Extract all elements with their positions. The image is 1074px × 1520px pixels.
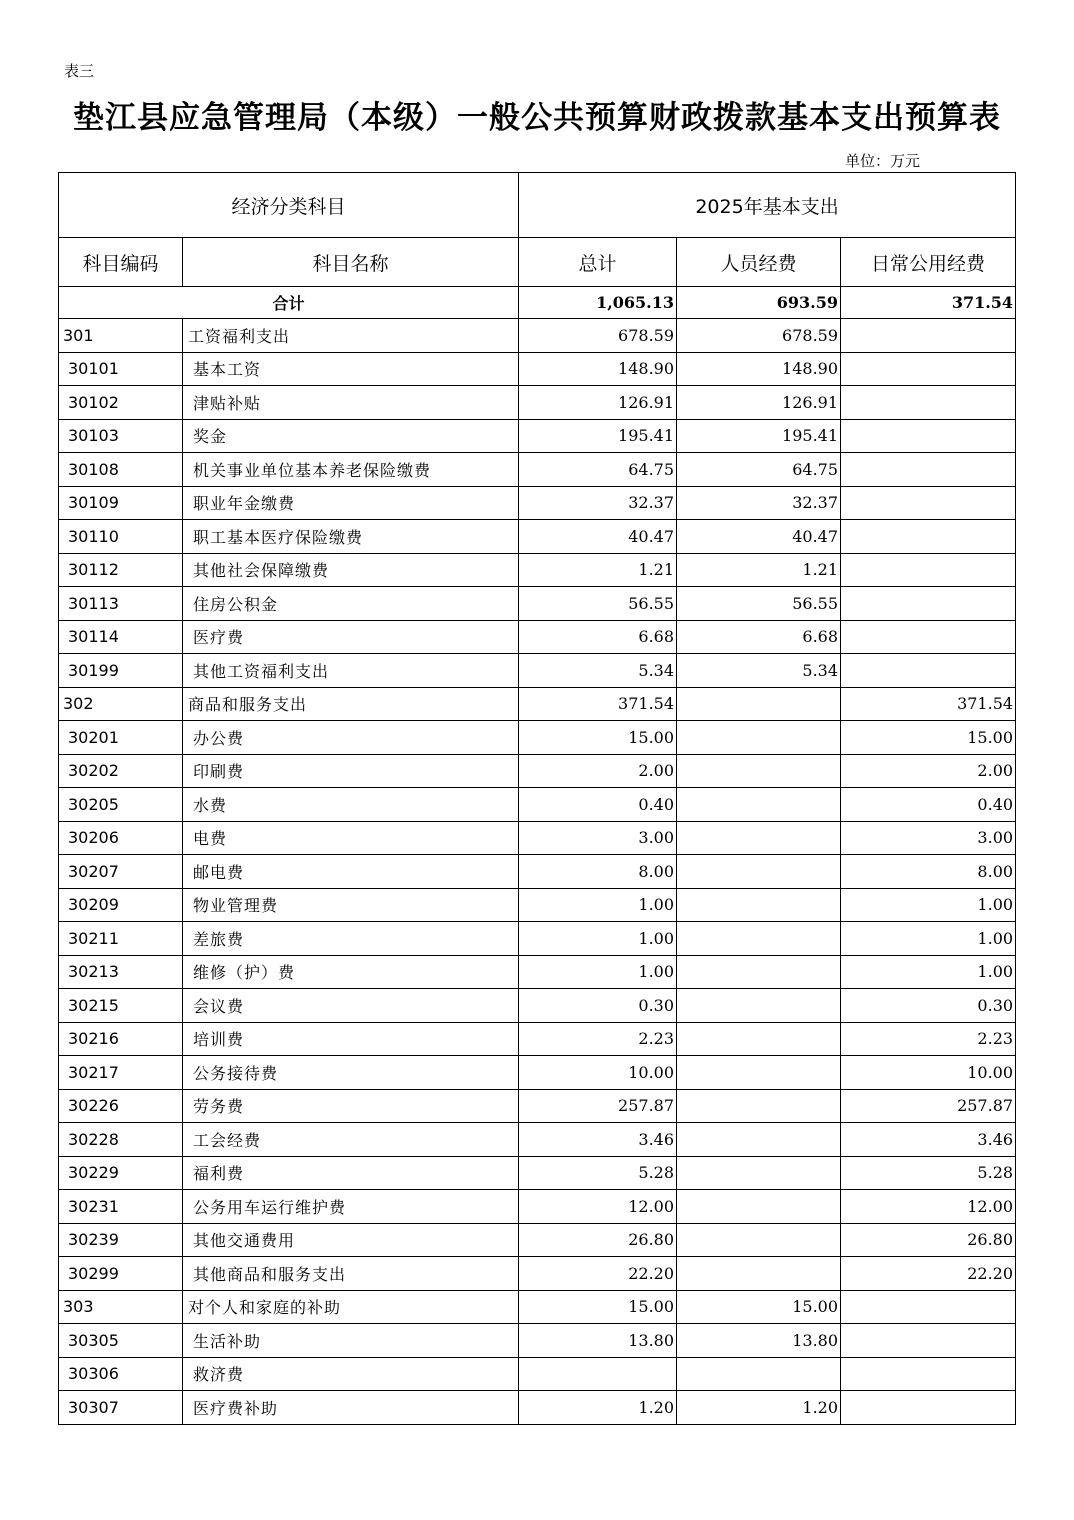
row-code: 30113 xyxy=(59,587,183,621)
row-total: 13.80 xyxy=(519,1324,677,1358)
row-public: 0.30 xyxy=(841,989,1016,1023)
row-total: 678.59 xyxy=(519,319,677,353)
row-public: 371.54 xyxy=(841,687,1016,721)
row-total: 2.00 xyxy=(519,754,677,788)
table-row xyxy=(59,721,1016,755)
row-name: 其他交通费用 xyxy=(183,1223,519,1257)
row-personnel xyxy=(677,1357,841,1391)
table-label: 表三 xyxy=(64,62,95,80)
row-name: 其他社会保障缴费 xyxy=(183,553,519,587)
total-row xyxy=(59,287,1016,319)
table-row xyxy=(59,687,1016,721)
header-basic-expenditure: 2025年基本支出 xyxy=(519,173,1016,238)
row-public: 15.00 xyxy=(841,721,1016,755)
table-row xyxy=(59,1357,1016,1391)
row-name: 对个人和家庭的补助 xyxy=(183,1290,519,1324)
row-personnel xyxy=(677,687,841,721)
row-total: 3.00 xyxy=(519,821,677,855)
row-name: 差旅费 xyxy=(183,922,519,956)
row-total: 1.21 xyxy=(519,553,677,587)
row-code: 30306 xyxy=(59,1357,183,1391)
row-code: 30199 xyxy=(59,654,183,688)
row-name: 劳务费 xyxy=(183,1089,519,1123)
table-row xyxy=(59,888,1016,922)
table-row xyxy=(59,1223,1016,1257)
row-personnel: 32.37 xyxy=(677,486,841,520)
row-name: 工会经费 xyxy=(183,1123,519,1157)
row-name: 印刷费 xyxy=(183,754,519,788)
row-name: 医疗费补助 xyxy=(183,1391,519,1425)
row-total: 22.20 xyxy=(519,1257,677,1291)
row-personnel: 15.00 xyxy=(677,1290,841,1324)
row-public: 3.46 xyxy=(841,1123,1016,1157)
total-personnel: 693.59 xyxy=(677,287,841,319)
table-row xyxy=(59,553,1016,587)
row-code: 30307 xyxy=(59,1391,183,1425)
row-public: 26.80 xyxy=(841,1223,1016,1257)
header-row-group xyxy=(59,173,1016,238)
row-code: 30114 xyxy=(59,620,183,654)
row-personnel: 1.21 xyxy=(677,553,841,587)
row-public: 1.00 xyxy=(841,955,1016,989)
row-name: 津贴补贴 xyxy=(183,386,519,420)
row-total: 8.00 xyxy=(519,855,677,889)
row-public: 2.23 xyxy=(841,1022,1016,1056)
table-row xyxy=(59,955,1016,989)
row-total: 1.00 xyxy=(519,922,677,956)
table-row xyxy=(59,1190,1016,1224)
row-personnel xyxy=(677,1257,841,1291)
row-code: 30299 xyxy=(59,1257,183,1291)
table-row xyxy=(59,989,1016,1023)
row-personnel: 13.80 xyxy=(677,1324,841,1358)
table-row xyxy=(59,1156,1016,1190)
row-public: 10.00 xyxy=(841,1056,1016,1090)
row-code: 30231 xyxy=(59,1190,183,1224)
row-code: 30239 xyxy=(59,1223,183,1257)
row-public xyxy=(841,620,1016,654)
row-name: 生活补助 xyxy=(183,1324,519,1358)
row-name: 职工基本医疗保险缴费 xyxy=(183,520,519,554)
row-name: 救济费 xyxy=(183,1357,519,1391)
row-code: 303 xyxy=(59,1290,183,1324)
row-name: 水费 xyxy=(183,788,519,822)
row-code: 30112 xyxy=(59,553,183,587)
row-total: 56.55 xyxy=(519,587,677,621)
budget-table xyxy=(58,172,1016,1425)
row-personnel xyxy=(677,1190,841,1224)
row-personnel xyxy=(677,754,841,788)
table-row xyxy=(59,1089,1016,1123)
row-total: 10.00 xyxy=(519,1056,677,1090)
row-code: 30229 xyxy=(59,1156,183,1190)
row-personnel: 64.75 xyxy=(677,453,841,487)
table-row xyxy=(59,587,1016,621)
row-name: 会议费 xyxy=(183,989,519,1023)
row-personnel: 56.55 xyxy=(677,587,841,621)
row-public xyxy=(841,654,1016,688)
row-code: 30216 xyxy=(59,1022,183,1056)
row-personnel: 1.20 xyxy=(677,1391,841,1425)
row-public xyxy=(841,319,1016,353)
row-name: 公务接待费 xyxy=(183,1056,519,1090)
row-personnel xyxy=(677,1022,841,1056)
row-name: 职业年金缴费 xyxy=(183,486,519,520)
table-row xyxy=(59,855,1016,889)
row-name: 办公费 xyxy=(183,721,519,755)
row-personnel: 40.47 xyxy=(677,520,841,554)
row-total: 64.75 xyxy=(519,453,677,487)
row-personnel: 678.59 xyxy=(677,319,841,353)
row-name: 医疗费 xyxy=(183,620,519,654)
row-personnel xyxy=(677,721,841,755)
row-personnel xyxy=(677,855,841,889)
table-row xyxy=(59,1056,1016,1090)
row-code: 301 xyxy=(59,319,183,353)
row-name: 机关事业单位基本养老保险缴费 xyxy=(183,453,519,487)
row-total: 0.30 xyxy=(519,989,677,1023)
header-public: 日常公用经费 xyxy=(841,238,1016,287)
table-row xyxy=(59,1257,1016,1291)
row-personnel xyxy=(677,1056,841,1090)
row-personnel xyxy=(677,888,841,922)
row-personnel: 148.90 xyxy=(677,352,841,386)
row-code: 30201 xyxy=(59,721,183,755)
total-total: 1,065.13 xyxy=(519,287,677,319)
table-row xyxy=(59,1290,1016,1324)
row-public: 257.87 xyxy=(841,1089,1016,1123)
row-public: 1.00 xyxy=(841,922,1016,956)
row-total: 12.00 xyxy=(519,1190,677,1224)
row-code: 30101 xyxy=(59,352,183,386)
row-total xyxy=(519,1357,677,1391)
table-row xyxy=(59,319,1016,353)
row-name: 其他商品和服务支出 xyxy=(183,1257,519,1291)
table-row xyxy=(59,821,1016,855)
table-row xyxy=(59,654,1016,688)
row-personnel xyxy=(677,821,841,855)
row-personnel xyxy=(677,1223,841,1257)
row-public: 8.00 xyxy=(841,855,1016,889)
row-total: 3.46 xyxy=(519,1123,677,1157)
row-personnel: 5.34 xyxy=(677,654,841,688)
row-personnel xyxy=(677,955,841,989)
row-personnel xyxy=(677,1123,841,1157)
row-total: 148.90 xyxy=(519,352,677,386)
row-total: 5.28 xyxy=(519,1156,677,1190)
row-code: 30102 xyxy=(59,386,183,420)
row-total: 371.54 xyxy=(519,687,677,721)
row-code: 30207 xyxy=(59,855,183,889)
row-public xyxy=(841,1357,1016,1391)
row-total: 6.68 xyxy=(519,620,677,654)
row-name: 物业管理费 xyxy=(183,888,519,922)
row-public: 1.00 xyxy=(841,888,1016,922)
row-public xyxy=(841,352,1016,386)
row-name: 商品和服务支出 xyxy=(183,687,519,721)
table-row xyxy=(59,386,1016,420)
row-name: 培训费 xyxy=(183,1022,519,1056)
row-code: 30211 xyxy=(59,922,183,956)
row-total: 5.34 xyxy=(519,654,677,688)
row-name: 邮电费 xyxy=(183,855,519,889)
header-code: 科目编码 xyxy=(59,238,183,287)
table-row xyxy=(59,1022,1016,1056)
row-total: 32.37 xyxy=(519,486,677,520)
row-public xyxy=(841,1290,1016,1324)
row-total: 1.00 xyxy=(519,955,677,989)
row-code: 30215 xyxy=(59,989,183,1023)
row-code: 30205 xyxy=(59,788,183,822)
header-total: 总计 xyxy=(519,238,677,287)
row-public xyxy=(841,587,1016,621)
row-total: 1.20 xyxy=(519,1391,677,1425)
table-row xyxy=(59,788,1016,822)
row-personnel: 6.68 xyxy=(677,620,841,654)
page-title: 垫江县应急管理局（本级）一般公共预算财政拨款基本支出预算表 xyxy=(73,100,1001,136)
row-public xyxy=(841,386,1016,420)
row-code: 30202 xyxy=(59,754,183,788)
row-personnel: 195.41 xyxy=(677,419,841,453)
row-personnel: 126.91 xyxy=(677,386,841,420)
row-public xyxy=(841,1391,1016,1425)
table-row xyxy=(59,419,1016,453)
row-public: 12.00 xyxy=(841,1190,1016,1224)
row-name: 奖金 xyxy=(183,419,519,453)
header-personnel: 人员经费 xyxy=(677,238,841,287)
row-personnel xyxy=(677,788,841,822)
row-public xyxy=(841,419,1016,453)
row-code: 30217 xyxy=(59,1056,183,1090)
row-total: 195.41 xyxy=(519,419,677,453)
total-label: 合计 xyxy=(59,287,519,319)
row-code: 30103 xyxy=(59,419,183,453)
row-name: 住房公积金 xyxy=(183,587,519,621)
row-code: 30226 xyxy=(59,1089,183,1123)
row-public xyxy=(841,486,1016,520)
row-code: 30206 xyxy=(59,821,183,855)
row-public xyxy=(841,520,1016,554)
table-row xyxy=(59,754,1016,788)
row-public: 2.00 xyxy=(841,754,1016,788)
row-name: 其他工资福利支出 xyxy=(183,654,519,688)
table-row xyxy=(59,1391,1016,1425)
row-personnel xyxy=(677,1089,841,1123)
row-total: 257.87 xyxy=(519,1089,677,1123)
row-public: 0.40 xyxy=(841,788,1016,822)
row-total: 0.40 xyxy=(519,788,677,822)
header-row-columns xyxy=(59,238,1016,287)
table-row xyxy=(59,620,1016,654)
row-code: 30109 xyxy=(59,486,183,520)
row-total: 1.00 xyxy=(519,888,677,922)
row-name: 福利费 xyxy=(183,1156,519,1190)
row-code: 30110 xyxy=(59,520,183,554)
row-public xyxy=(841,553,1016,587)
row-name: 公务用车运行维护费 xyxy=(183,1190,519,1224)
row-personnel xyxy=(677,1156,841,1190)
row-code: 30209 xyxy=(59,888,183,922)
total-public: 371.54 xyxy=(841,287,1016,319)
row-code: 30228 xyxy=(59,1123,183,1157)
table-row xyxy=(59,922,1016,956)
row-public xyxy=(841,453,1016,487)
unit-label: 单位：万元 xyxy=(845,152,921,170)
row-total: 2.23 xyxy=(519,1022,677,1056)
row-code: 30305 xyxy=(59,1324,183,1358)
table-row xyxy=(59,520,1016,554)
row-personnel xyxy=(677,922,841,956)
header-name: 科目名称 xyxy=(183,238,519,287)
row-name: 基本工资 xyxy=(183,352,519,386)
row-name: 工资福利支出 xyxy=(183,319,519,353)
row-personnel xyxy=(677,989,841,1023)
row-total: 40.47 xyxy=(519,520,677,554)
row-total: 26.80 xyxy=(519,1223,677,1257)
row-total: 15.00 xyxy=(519,1290,677,1324)
row-name: 电费 xyxy=(183,821,519,855)
row-public: 22.20 xyxy=(841,1257,1016,1291)
row-code: 30213 xyxy=(59,955,183,989)
row-name: 维修（护）费 xyxy=(183,955,519,989)
row-public: 5.28 xyxy=(841,1156,1016,1190)
row-code: 302 xyxy=(59,687,183,721)
row-total: 126.91 xyxy=(519,386,677,420)
table-row xyxy=(59,453,1016,487)
table-row xyxy=(59,1123,1016,1157)
table-row xyxy=(59,486,1016,520)
row-total: 15.00 xyxy=(519,721,677,755)
table-row xyxy=(59,352,1016,386)
header-economic-classification: 经济分类科目 xyxy=(59,173,519,238)
table-row xyxy=(59,1324,1016,1358)
row-public xyxy=(841,1324,1016,1358)
row-public: 3.00 xyxy=(841,821,1016,855)
row-code: 30108 xyxy=(59,453,183,487)
